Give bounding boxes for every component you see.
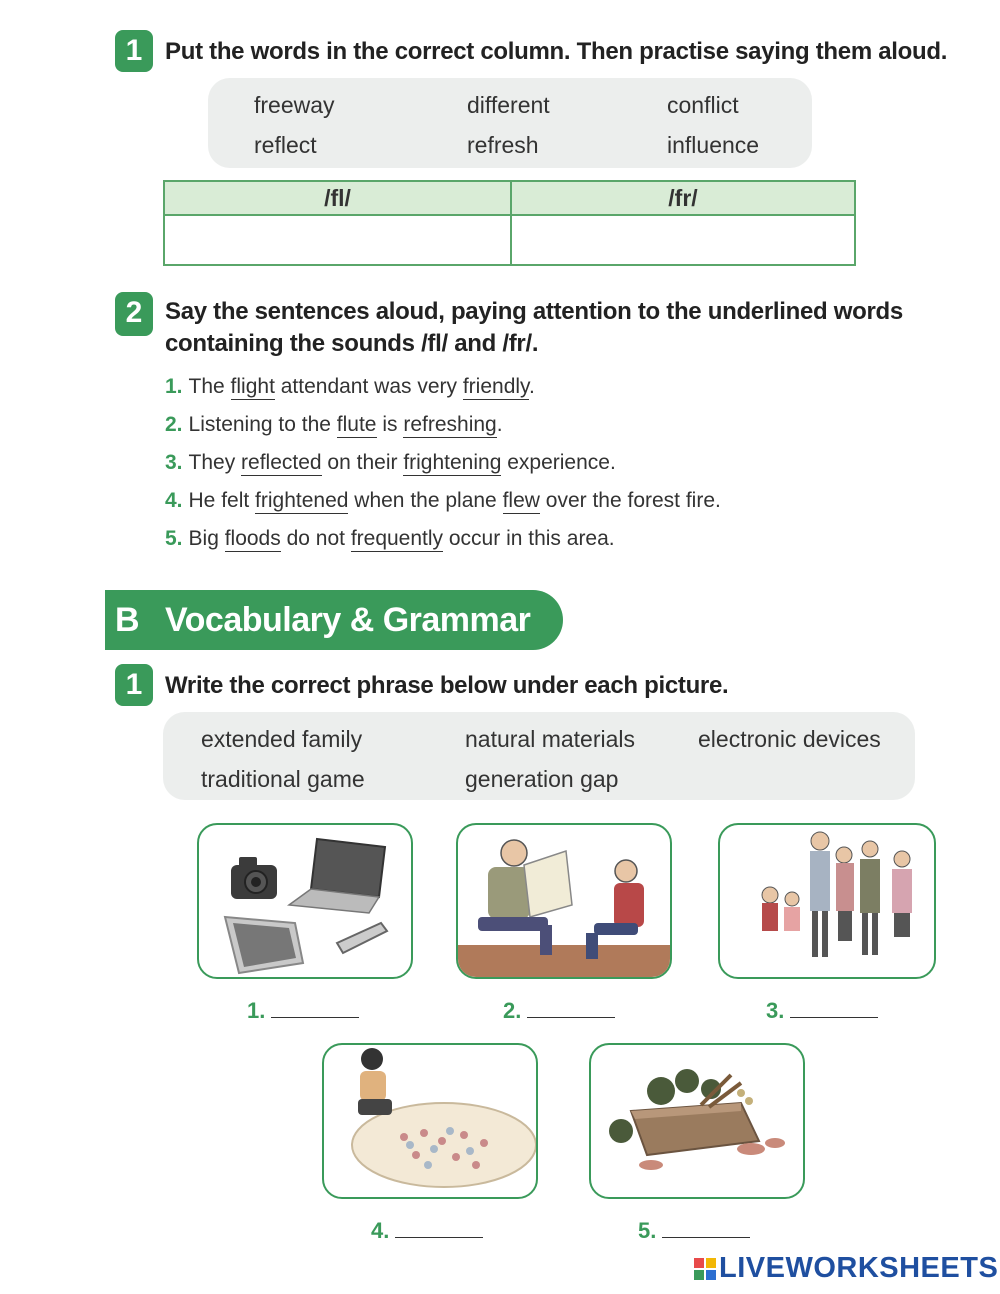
word-bank-item: conflict: [667, 92, 739, 118]
sentence-text: .: [528, 375, 535, 398]
exercise-instruction: Write the correct phrase below under each picture.: [165, 672, 729, 699]
sentence-text: Listening to the: [188, 413, 337, 436]
generation-gap-picture: [456, 823, 672, 979]
answer-blank[interactable]: [790, 999, 878, 1018]
answer-cell-fl[interactable]: [164, 215, 511, 265]
word-bank-item: influence: [667, 132, 760, 158]
picture-number: 3.: [766, 998, 785, 1023]
sentence: [165, 413, 503, 437]
sentence-text: on their: [321, 451, 404, 474]
sentence: [165, 489, 721, 513]
picture-number: 1.: [247, 998, 266, 1023]
electronic-devices-picture: [197, 823, 413, 979]
sentence: [165, 527, 615, 551]
sentence-text: attendant was very: [274, 375, 463, 398]
exercise-number-badge: 1: [115, 664, 153, 706]
brand-logo: [694, 1252, 998, 1285]
sentence: [165, 375, 535, 399]
answer-blank[interactable]: [527, 999, 615, 1018]
extended-family-picture: [718, 823, 936, 979]
underlined-word: flute: [336, 413, 377, 436]
sentence-text: Big: [188, 527, 225, 550]
column-header-fr: /fr/: [511, 181, 855, 215]
sentence-text: when the plane: [348, 489, 503, 512]
phrase-bank-item: extended family: [201, 726, 363, 752]
sentence-text: The: [188, 375, 231, 398]
answer-blank[interactable]: [395, 1219, 483, 1238]
sentence-text: .: [496, 413, 503, 436]
phrase-bank: [163, 712, 915, 800]
underlined-word: frightening: [403, 451, 502, 474]
picture-label: [247, 998, 359, 1024]
word-bank-item: reflect: [254, 132, 317, 158]
underlined-word: flight: [230, 375, 275, 398]
column-header-fl: /fl/: [164, 181, 511, 215]
picture-label: [503, 998, 615, 1024]
underlined-word: flew: [502, 489, 540, 512]
sentence-text: over the forest fire.: [539, 489, 721, 512]
phrase-bank-item: natural materials: [465, 726, 636, 752]
logo-tiles-icon: [694, 1258, 716, 1280]
underlined-word: reflected: [241, 451, 322, 474]
phrase-bank-item: generation gap: [465, 766, 619, 792]
word-bank-item: refresh: [467, 132, 539, 158]
sentence-number: 3.: [165, 451, 183, 474]
picture-label: [638, 1218, 750, 1244]
sentence-number: 2.: [165, 413, 183, 436]
section-banner: [105, 590, 563, 650]
sound-sort-table: [163, 180, 856, 266]
sentence-text: occur in this area.: [443, 527, 615, 550]
underlined-word: floods: [224, 527, 281, 550]
word-bank-item: different: [467, 92, 550, 118]
picture-label: [371, 1218, 483, 1244]
sentence-text: They: [188, 451, 242, 474]
sentence-number: 4.: [165, 489, 183, 512]
picture-number: 4.: [371, 1218, 390, 1243]
natural-materials-picture: [589, 1043, 805, 1199]
phrase-bank-item: traditional game: [201, 766, 365, 792]
word-bank: [208, 78, 812, 168]
picture-label: [766, 998, 878, 1024]
exercise-instruction-line1: Say the sentences aloud, paying attention to the underlined words: [165, 298, 903, 325]
sentence-text: experience.: [501, 451, 616, 474]
answer-blank[interactable]: [271, 999, 359, 1018]
sentence-number: 5.: [165, 527, 183, 550]
exercise-instruction-line2: containing the sounds /fl/ and /fr/.: [165, 330, 539, 357]
phrase-bank-item: electronic devices: [698, 726, 881, 752]
exercise-number-badge: 1: [115, 30, 153, 72]
underlined-word: friendly: [462, 375, 529, 398]
exercise-instruction: Put the words in the correct column. Then practise saying them aloud.: [165, 38, 948, 65]
traditional-game-picture: [322, 1043, 538, 1199]
underlined-word: frightened: [255, 489, 349, 512]
section-title: Vocabulary & Grammar: [165, 601, 531, 639]
underlined-word: frequently: [350, 527, 444, 550]
sentence-text: He felt: [188, 489, 256, 512]
exercise-number-badge: 2: [115, 292, 153, 336]
picture-number: 5.: [638, 1218, 657, 1243]
sentence-number: 1.: [165, 375, 183, 398]
answer-blank[interactable]: [662, 1219, 750, 1238]
sentence-text: is: [376, 413, 404, 436]
brand-name: LIVEWORKSHEETS: [719, 1252, 999, 1284]
picture-number: 2.: [503, 998, 522, 1023]
section-letter: B: [115, 601, 140, 639]
sentence: [165, 451, 616, 475]
underlined-word: refreshing: [403, 413, 497, 436]
sentence-text: do not: [280, 527, 351, 550]
answer-cell-fr[interactable]: [511, 215, 855, 265]
word-bank-item: freeway: [254, 92, 335, 118]
